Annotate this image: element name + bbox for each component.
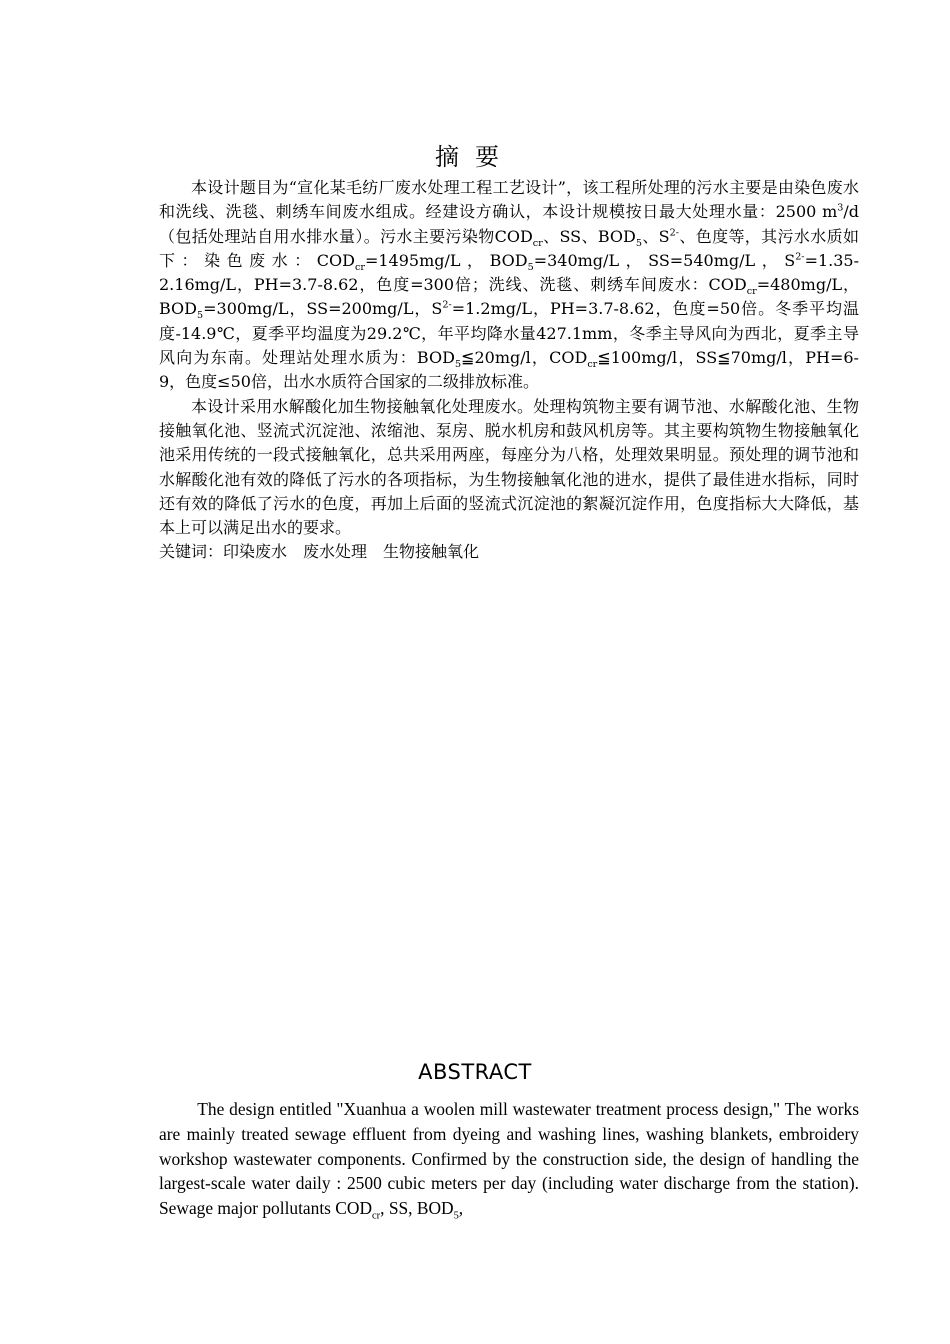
keyword-1: 印染废水 [223, 542, 288, 562]
keyword-3: 生物接触氧化 [383, 542, 480, 562]
english-abstract-body [159, 1097, 859, 1221]
chinese-abstract-paragraph-1: 本设计题目为“宣化某毛纺厂废水处理工程工艺设计”，该工程所处理的污水主要是由染色废水和洗线、洗毯、刺绣车间废水组成。经建设方确认，本设计规模按日最大处理水量：2500 $m^3/d$（包括处理站自用水排水量）。污水主要污染物$COD_{cr}$、SS、$BOD_5$、$S^{2-}$、色度等，其污水水质如下：染色废水：$COD_{cr}=1495mg/L$，$BOD_5=340mg/L$，SS=540mg/L，$S^{2-}=1.35-2.16mg/L$，PH=3.7-8.62，色度=300倍；洗线、洗毯、刺绣车间废水：$COD_{cr}=480mg/L$，$BOD_5=300mg/L$，SS=200mg/L，$S^{2-}=1.2mg/L$，PH=3.7-8.62，色度=50倍。冬季平均温度-14.9℃，夏季平均温度为29.2℃，年平均降水量427.1mm，冬季主导风向为西北，夏季主导风向为东南。处理站处理水质为：$BOD_5≦20mg/l$，$COD_{cr}≦100mg/l$，SS≦70mg/l，PH=6-9，色度≤50倍，出水水质符合国家的二级排放标准。 [159, 178, 859, 392]
keywords-label: 关键词： [159, 542, 224, 562]
chinese-abstract-paragraph-2: 本设计采用水解酸化加生物接触氧化处理废水。处理构筑物主要有调节池、水解酸化池、生物接触氧化池、竖流式沉淀池、浓缩池、泵房、脱水机房和鼓风机房等。其主要构筑物生物接触氧化池采用传统的一段式接触氧化，总共采用两座，每座分为八格，处理效果明显。预处理的调节池和水解酸化池有效的降低了污水的各项指标，为生物接触氧化池的进水，提供了最佳进水指标，同时还有效的降低了污水的色度，再加上后面的竖流式沉淀池的絮凝沉淀作用，色度指标大大降低，基本上可以满足出水的要求。 [159, 396, 859, 538]
keywords-line [159, 540, 859, 564]
chinese-abstract-body [159, 176, 859, 565]
chinese-abstract-title: 摘要 [435, 143, 515, 171]
english-abstract-title: ABSTRACT [418, 1060, 532, 1084]
english-abstract-paragraph-1: The design entitled "Xuanhua a woolen mill wastewater treatment process design," The works are mainly treated sewage effluent from dyeing and washing lines, washing blankets, embroidery workshop wastewater components. Confirmed by the construction side, the design of handling the largest-scale water daily : 2500 cubic meters per day (including water discharge from the station). Sewage major pollutants $COD_{cr}$, SS, $BOD_5$, [159, 1099, 859, 1222]
keyword-2: 废水处理 [303, 542, 368, 562]
